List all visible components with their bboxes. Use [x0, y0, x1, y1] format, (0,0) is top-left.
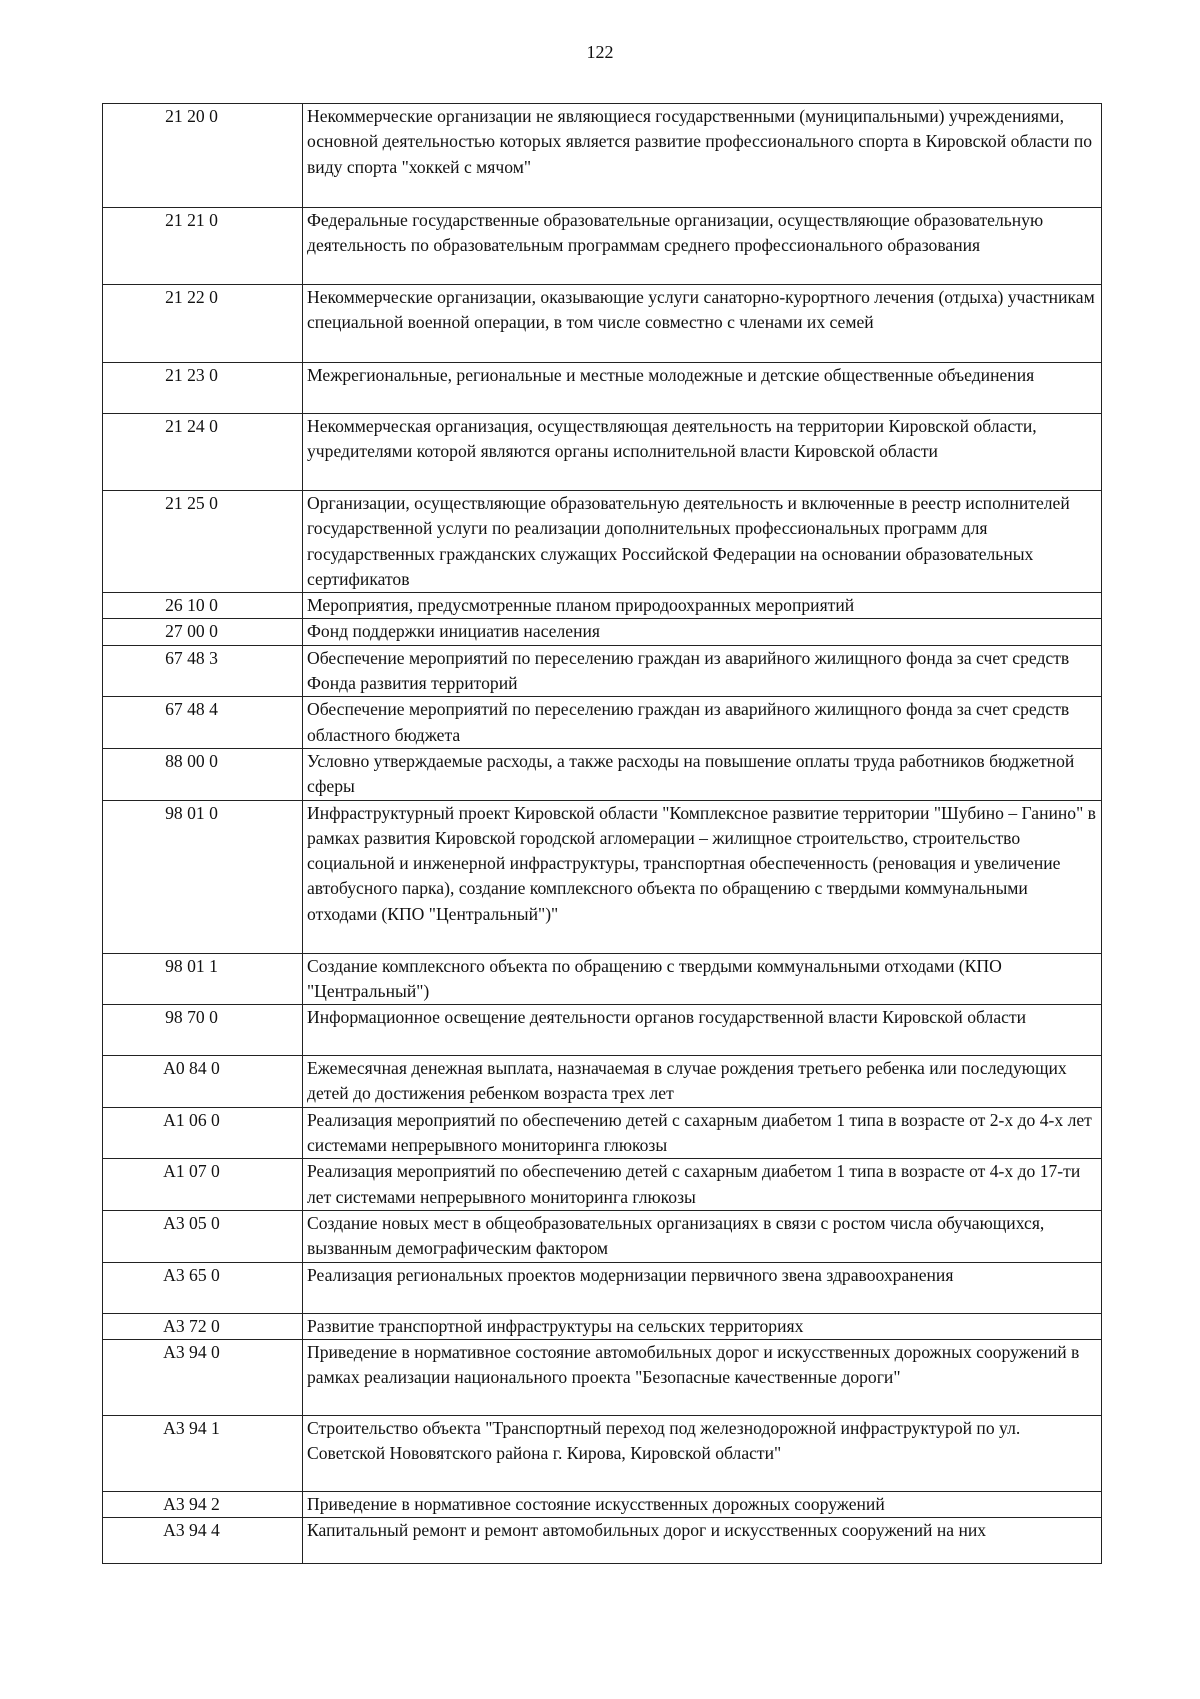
- table-row: [103, 363, 1102, 414]
- table-row: [103, 748, 1102, 800]
- description-cell: Обеспечение мероприятий по переселению граждан из аварийного жилищного фонда за счет средств Фонда развития территорий: [303, 645, 1102, 697]
- table-row: [103, 414, 1102, 491]
- code-cell: 21 20 0: [103, 104, 303, 208]
- code-cell: 67 48 3: [103, 645, 303, 697]
- table-row: [103, 1005, 1102, 1056]
- table-row: [103, 1210, 1102, 1262]
- description-cell: Приведение в нормативное состояние автомобильных дорог и искусственных дорожных сооружений в рамках реализации национального проекта "Безопасные качественные дороги": [303, 1339, 1102, 1415]
- table-row: [103, 1056, 1102, 1108]
- code-cell: 98 70 0: [103, 1005, 303, 1056]
- code-cell: А3 05 0: [103, 1210, 303, 1262]
- code-cell: 67 48 4: [103, 697, 303, 749]
- code-cell: 21 22 0: [103, 285, 303, 363]
- description-cell: Ежемесячная денежная выплата, назначаемая в случае рождения третьего ребенка или последующих детей до достижения ребенком возраста трех лет: [303, 1056, 1102, 1108]
- table-row: [103, 1159, 1102, 1211]
- description-cell: Приведение в нормативное состояние искусственных дорожных сооружений: [303, 1491, 1102, 1517]
- description-cell: Межрегиональные, региональные и местные молодежные и детские общественные объединения: [303, 363, 1102, 414]
- description-cell: Реализация региональных проектов модернизации первичного звена здравоохранения: [303, 1262, 1102, 1313]
- table-row: [103, 208, 1102, 285]
- table-row: [103, 953, 1102, 1005]
- description-cell: Некоммерческие организации, оказывающие услуги санаторно-курортного лечения (отдыха) участникам специальной военной операции, в том числе совместно с членами их семей: [303, 285, 1102, 363]
- description-cell: Некоммерческие организации не являющиеся государственными (муниципальными) учреждениями, основной деятельностью которых является развитие профессионального спорта в Кировской области по виду спорта "хоккей с мячом": [303, 104, 1102, 208]
- table-body: [103, 104, 1102, 1564]
- description-cell: Федеральные государственные образовательные организации, осуществляющие образовательную деятельность по образовательным программам среднего профессионального образования: [303, 208, 1102, 285]
- table-row: [103, 619, 1102, 645]
- code-cell: А3 72 0: [103, 1313, 303, 1339]
- description-cell: Условно утверждаемые расходы, а также расходы на повышение оплаты труда работников бюджетной сферы: [303, 748, 1102, 800]
- description-cell: Строительство объекта "Транспортный переход под железнодорожной инфраструктурой по ул. Советской Нововятского района г. Кирова, Кировской области": [303, 1415, 1102, 1491]
- code-cell: 98 01 0: [103, 800, 303, 953]
- description-cell: Обеспечение мероприятий по переселению граждан из аварийного жилищного фонда за счет средств областного бюджета: [303, 697, 1102, 749]
- table-row: [103, 1518, 1102, 1564]
- description-cell: Мероприятия, предусмотренные планом природоохранных мероприятий: [303, 593, 1102, 619]
- code-cell: 27 00 0: [103, 619, 303, 645]
- code-cell: 21 25 0: [103, 491, 303, 593]
- code-cell: 21 21 0: [103, 208, 303, 285]
- description-cell: Реализация мероприятий по обеспечению детей с сахарным диабетом 1 типа в возрасте от 2-х до 4-х лет системами непрерывного мониторинга глюкозы: [303, 1107, 1102, 1159]
- table-row: [103, 104, 1102, 208]
- code-cell: А1 06 0: [103, 1107, 303, 1159]
- code-cell: А1 07 0: [103, 1159, 303, 1211]
- description-cell: Информационное освещение деятельности органов государственной власти Кировской области: [303, 1005, 1102, 1056]
- page-number: 122: [586, 42, 614, 62]
- description-cell: Некоммерческая организация, осуществляющая деятельность на территории Кировской области, учредителями которой являются органы исполнительной власти Кировской области: [303, 414, 1102, 491]
- code-cell: 21 24 0: [103, 414, 303, 491]
- code-cell: А3 94 0: [103, 1339, 303, 1415]
- code-cell: А3 94 1: [103, 1415, 303, 1491]
- table-row: [103, 593, 1102, 619]
- description-cell: Развитие транспортной инфраструктуры на сельских территориях: [303, 1313, 1102, 1339]
- table-row: [103, 1107, 1102, 1159]
- description-cell: Создание новых мест в общеобразовательных организациях в связи с ростом числа обучающихся, вызванным демографическим фактором: [303, 1210, 1102, 1262]
- code-cell: А3 94 4: [103, 1518, 303, 1564]
- table-row: [103, 800, 1102, 953]
- table-row: [103, 645, 1102, 697]
- table-row: [103, 1262, 1102, 1313]
- code-cell: 21 23 0: [103, 363, 303, 414]
- description-cell: Инфраструктурный проект Кировской области "Комплексное развитие территории "Шубино – Ганино" в рамках развития Кировской городской агломерации – жилищное строительство, строительство социальной и инженерной инфраструктуры, транспортная обеспеченность (реновация и увеличение автобусного парка), создание комплексного объекта по обращению с твердыми коммунальными отходами (КПО "Центральный")": [303, 800, 1102, 953]
- table-row: [103, 285, 1102, 363]
- code-cell: А3 94 2: [103, 1491, 303, 1517]
- table-row: [103, 491, 1102, 593]
- table-row: [103, 697, 1102, 749]
- code-cell: А0 84 0: [103, 1056, 303, 1108]
- description-cell: Капитальный ремонт и ремонт автомобильных дорог и искусственных сооружений на них: [303, 1518, 1102, 1564]
- table-row: [103, 1313, 1102, 1339]
- description-cell: Фонд поддержки инициатив населения: [303, 619, 1102, 645]
- table-row: [103, 1491, 1102, 1517]
- table-row: [103, 1415, 1102, 1491]
- code-cell: 26 10 0: [103, 593, 303, 619]
- code-cell: А3 65 0: [103, 1262, 303, 1313]
- budget-codes-table: [102, 103, 1102, 1564]
- description-cell: Реализация мероприятий по обеспечению детей с сахарным диабетом 1 типа в возрасте от 4-х до 17-ти лет системами непрерывного мониторинга глюкозы: [303, 1159, 1102, 1211]
- table-row: [103, 1339, 1102, 1415]
- description-cell: Организации, осуществляющие образовательную деятельность и включенные в реестр исполнителей государственной услуги по реализации дополнительных профессиональных программ для государственных гражданских служащих Российской Федерации на основании образовательных сертификатов: [303, 491, 1102, 593]
- code-cell: 98 01 1: [103, 953, 303, 1005]
- code-cell: 88 00 0: [103, 748, 303, 800]
- description-cell: Создание комплексного объекта по обращению с твердыми коммунальными отходами (КПО "Центральный"): [303, 953, 1102, 1005]
